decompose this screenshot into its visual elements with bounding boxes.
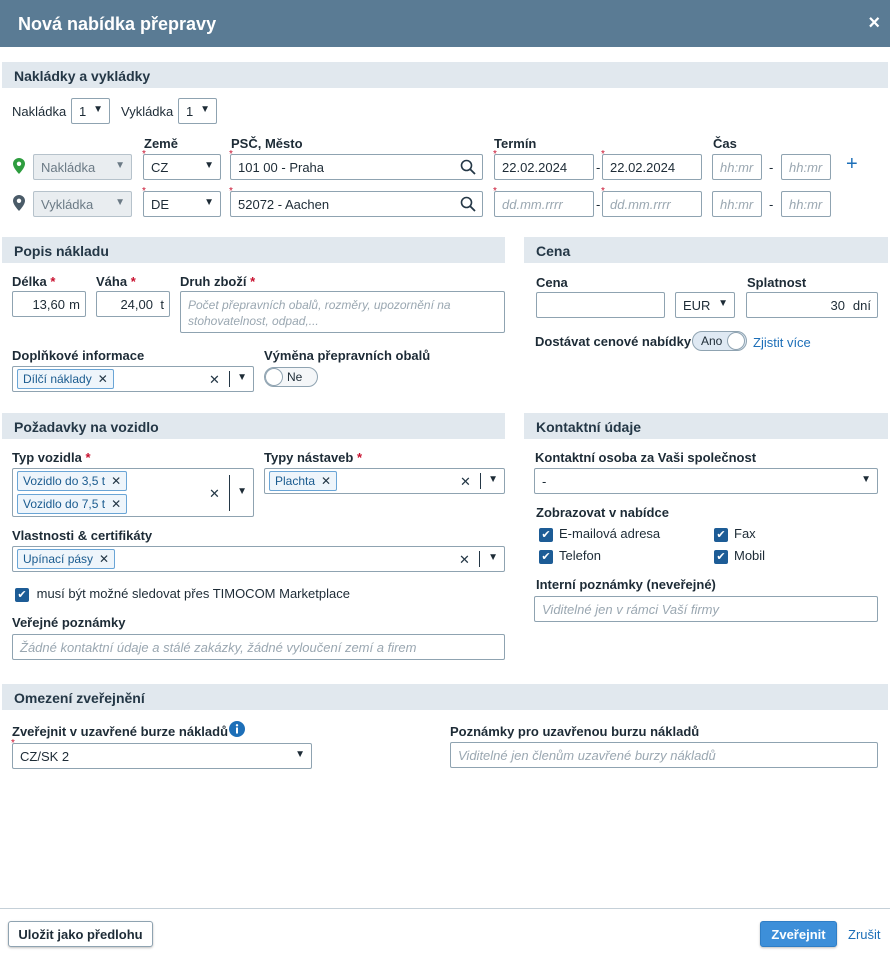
- contact-person-label: Kontaktní osoba za Vaši společnost: [535, 450, 757, 465]
- checkbox-checked-icon[interactable]: ✔: [15, 588, 29, 602]
- weight-label: Váha *: [96, 274, 136, 289]
- dialog-title: Nová nabídka přepravy: [18, 14, 217, 34]
- tracking-checkbox-row[interactable]: ✔ musí být možné sledovat přes TIMOCOM Marketplace: [15, 586, 350, 602]
- learn-more-link[interactable]: Zjistit více: [753, 335, 811, 350]
- section-vehicle: Požadavky na vozidlo: [2, 413, 505, 439]
- closed-notes-input[interactable]: Viditelné jen členům uzavřené burzy nákladů: [450, 742, 878, 768]
- properties-select[interactable]: [12, 546, 505, 572]
- stop-type-select-1[interactable]: Nakládka ▼: [33, 154, 132, 180]
- body-type-tag: Plachta ✕: [269, 471, 337, 491]
- chevron-down-icon: ▼: [204, 197, 214, 208]
- chevron-down-icon: ▼: [718, 298, 728, 309]
- currency-select[interactable]: EUR ▼: [675, 292, 735, 318]
- time-from-input-1[interactable]: hh:mr: [712, 154, 762, 180]
- chevron-down-icon: ▼: [200, 104, 210, 115]
- show-in-offer-label: Zobrazovat v nabídce: [536, 505, 669, 520]
- chevron-down-icon: ▼: [204, 160, 214, 171]
- time-to-input-2[interactable]: hh:mr: [781, 191, 831, 217]
- fax-checkbox-row[interactable]: ✔ Fax: [714, 526, 756, 542]
- chevron-down-icon[interactable]: ▼: [488, 552, 498, 563]
- date-from-input-2[interactable]: * dd.mm.rrrr: [494, 191, 594, 217]
- mobile-checkbox-row[interactable]: ✔ Mobil: [714, 548, 765, 564]
- properties-tag: Upínací pásy ✕: [17, 549, 115, 569]
- info-icon[interactable]: [229, 721, 245, 740]
- body-type-select[interactable]: [264, 468, 505, 494]
- search-icon[interactable]: [460, 159, 476, 178]
- extra-info-tag: Dílčí náklady ✕: [17, 369, 114, 389]
- section-price: Cena: [524, 237, 888, 263]
- remove-tag-icon[interactable]: ✕: [111, 474, 122, 488]
- remove-tag-icon[interactable]: ✕: [97, 372, 108, 386]
- email-checkbox-row[interactable]: ✔ E-mailová adresa: [539, 526, 660, 542]
- time-to-input-1[interactable]: hh:mr: [781, 154, 831, 180]
- clear-icon[interactable]: ✕: [460, 474, 471, 489]
- date-column-label: Termín: [494, 136, 537, 151]
- close-icon[interactable]: ×: [868, 12, 880, 34]
- chevron-down-icon: ▼: [115, 197, 125, 208]
- time-from-input-2[interactable]: hh:mr: [712, 191, 762, 217]
- dialog-header: [0, 0, 890, 47]
- checkbox-checked-icon[interactable]: ✔: [714, 528, 728, 542]
- price-input[interactable]: [536, 292, 665, 318]
- vehicle-type-tag: Vozidlo do 7,5 t ✕: [17, 494, 127, 514]
- section-cargo: Popis nákladu: [2, 237, 505, 263]
- location-pin-green-icon: [13, 158, 25, 177]
- closed-exchange-select[interactable]: * CZ/SK 2 ▼: [12, 743, 312, 769]
- section-publication: Omezení zveřejnění: [2, 684, 888, 710]
- chevron-down-icon[interactable]: ▼: [237, 372, 247, 383]
- properties-label: Vlastnosti & certifikáty: [12, 528, 153, 543]
- vehicle-type-label: Typ vozidla *: [12, 450, 91, 465]
- nakladka-count-label: Nakládka: [12, 104, 67, 119]
- extra-info-label: Doplňkové informace: [12, 348, 145, 363]
- goods-label: Druh zboží *: [180, 274, 256, 289]
- location-pin-grey-icon: [13, 195, 25, 214]
- chevron-down-icon: ▼: [115, 160, 125, 171]
- vykladka-count-label: Vykládka: [121, 104, 174, 119]
- nakladka-count-select[interactable]: 1 ▼: [71, 98, 110, 124]
- body-type-label: Typy nástaveb *: [264, 450, 363, 465]
- due-input[interactable]: 30 dní: [746, 292, 878, 318]
- checkbox-checked-icon[interactable]: ✔: [539, 550, 553, 564]
- remove-tag-icon[interactable]: ✕: [111, 497, 122, 511]
- country-select-1[interactable]: * CZ ▼: [143, 154, 221, 180]
- closed-notes-label: Poznámky pro uzavřenou burzu nákladů: [450, 724, 700, 739]
- country-select-2[interactable]: * DE ▼: [143, 191, 221, 217]
- date-to-input-2[interactable]: * dd.mm.rrrr: [602, 191, 702, 217]
- section-contact: Kontaktní údaje: [524, 413, 888, 439]
- price-offers-toggle[interactable]: Ano: [692, 331, 747, 351]
- length-input[interactable]: 13,60 m: [12, 291, 86, 317]
- search-icon[interactable]: [460, 196, 476, 215]
- cancel-link[interactable]: Zrušit: [848, 927, 881, 942]
- save-template-button[interactable]: Uložit jako předlohu: [8, 921, 153, 947]
- closed-exchange-label: Zveřejnit v uzavřené burze nákladů: [12, 724, 229, 739]
- length-label: Délka *: [12, 274, 56, 289]
- city-input-2[interactable]: * 52072 - Aachen: [230, 191, 483, 217]
- city-column-label: PSČ, Město: [231, 136, 303, 151]
- checkbox-checked-icon[interactable]: ✔: [714, 550, 728, 564]
- date-to-input-1[interactable]: * 22.02.2024: [602, 154, 702, 180]
- remove-tag-icon[interactable]: ✕: [99, 552, 110, 566]
- add-stop-icon[interactable]: +: [846, 153, 858, 175]
- date-from-input-1[interactable]: * 22.02.2024: [494, 154, 594, 180]
- chevron-down-icon: ▼: [861, 474, 871, 485]
- vykladka-count-select[interactable]: 1 ▼: [178, 98, 217, 124]
- section-loading: Nakládky a vykládky: [2, 62, 888, 88]
- weight-input[interactable]: 24,00 t: [96, 291, 170, 317]
- publish-button[interactable]: Zveřejnit: [760, 921, 837, 947]
- phone-checkbox-row[interactable]: ✔ Telefon: [539, 548, 601, 564]
- country-column-label: Země: [144, 136, 178, 151]
- public-notes-input[interactable]: Žádné kontaktní údaje a stálé zakázky, žádné vyloučení zemí a firem: [12, 634, 505, 660]
- vehicle-type-select[interactable]: [12, 468, 254, 517]
- goods-textarea[interactable]: Počet přepravních obalů, rozměry, upozornění na stohovatelnost, odpad,...: [180, 291, 505, 333]
- price-label: Cena: [536, 275, 568, 290]
- stop-type-select-2[interactable]: Vykládka ▼: [33, 191, 132, 217]
- remove-tag-icon[interactable]: ✕: [321, 474, 332, 488]
- price-offers-label: Dostávat cenové nabídky: [535, 334, 692, 349]
- extra-info-select[interactable]: [12, 366, 254, 392]
- time-column-label: Čas: [713, 136, 737, 151]
- internal-notes-input[interactable]: Viditelné jen v rámci Vaší firmy: [534, 596, 878, 622]
- contact-person-select[interactable]: - ▼: [534, 468, 878, 494]
- chevron-down-icon[interactable]: ▼: [237, 486, 247, 497]
- chevron-down-icon: ▼: [295, 749, 305, 760]
- exchange-label: Výměna přepravních obalů: [264, 348, 431, 363]
- city-input-1[interactable]: * 101 00 - Praha: [230, 154, 483, 180]
- chevron-down-icon: ▼: [93, 104, 103, 115]
- clear-icon[interactable]: ✕: [459, 552, 470, 567]
- clear-icon[interactable]: ✕: [209, 486, 220, 501]
- dialog-footer: [0, 908, 890, 958]
- chevron-down-icon[interactable]: ▼: [488, 474, 498, 485]
- clear-icon[interactable]: ✕: [209, 372, 220, 387]
- vehicle-type-tag: Vozidlo do 3,5 t ✕: [17, 471, 127, 491]
- public-notes-label: Veřejné poznámky: [12, 615, 126, 630]
- checkbox-checked-icon[interactable]: ✔: [539, 528, 553, 542]
- exchange-toggle[interactable]: Ne: [264, 367, 318, 387]
- internal-notes-label: Interní poznámky (neveřejné): [536, 577, 716, 592]
- due-label: Splatnost: [747, 275, 807, 290]
